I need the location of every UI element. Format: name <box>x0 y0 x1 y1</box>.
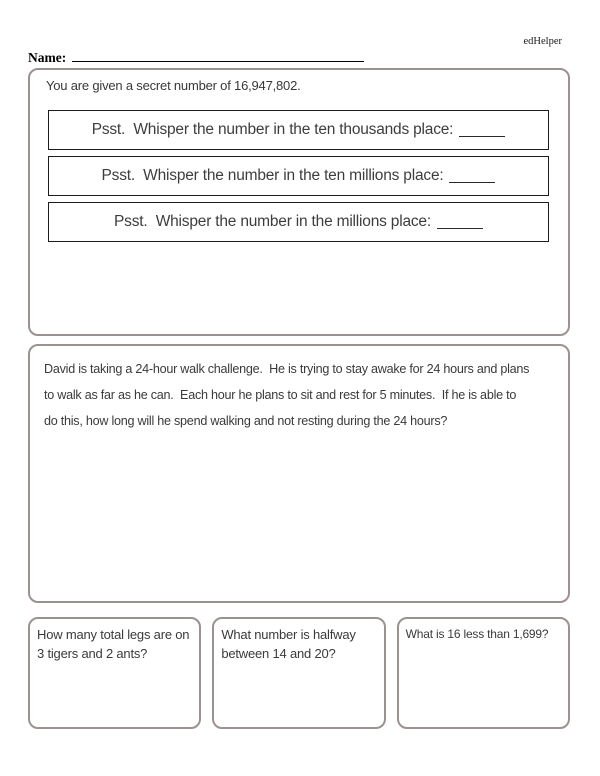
quick-question-card-less-than <box>397 617 570 729</box>
quick-question-row <box>28 617 570 729</box>
prompt-text: Psst. Whisper the number in the millions place: <box>114 213 431 230</box>
secret-number-intro: You are given a secret number of 16,947,802. <box>46 78 301 93</box>
word-problem-line: do this, how long will he spend walking and not resting during the 24 hours? <box>44 414 448 428</box>
prompt-text: Psst. Whisper the number in the ten thousands place: <box>91 121 454 138</box>
answer-blank-line <box>459 123 505 138</box>
quick-question-text: What is 16 less than 1,699? <box>405 627 549 641</box>
word-problem-section <box>28 344 570 603</box>
whisper-prompt-ten-millions <box>48 156 549 196</box>
whisper-prompt-ten-thousands <box>48 110 549 150</box>
quick-question-text: How many total legs are on 3 tigers and 2 ants? <box>37 627 190 661</box>
word-problem-text <box>44 356 568 434</box>
quick-question-card-legs <box>28 617 201 729</box>
name-label: Name: <box>28 50 67 65</box>
name-blank-line <box>72 49 364 62</box>
edhelper-logo: edHelper <box>523 36 562 47</box>
whisper-prompt-stack <box>48 110 549 248</box>
answer-blank-line <box>449 169 495 184</box>
word-problem-line: David is taking a 24-hour walk challenge. He is trying to stay awake for 24 hours and plans <box>44 362 530 376</box>
quick-question-card-halfway <box>212 617 385 729</box>
prompt-text: Psst. Whisper the number in the ten millions place: <box>101 167 444 184</box>
secret-number-section <box>28 68 570 336</box>
word-problem-line: to walk as far as he can. Each hour he plans to sit and rest for 5 minutes. If he is able to <box>44 388 517 402</box>
quick-question-text: What number is halfway between 14 and 20? <box>221 627 356 661</box>
answer-blank-line <box>437 215 483 230</box>
name-row <box>28 49 364 67</box>
whisper-prompt-millions <box>48 202 549 242</box>
